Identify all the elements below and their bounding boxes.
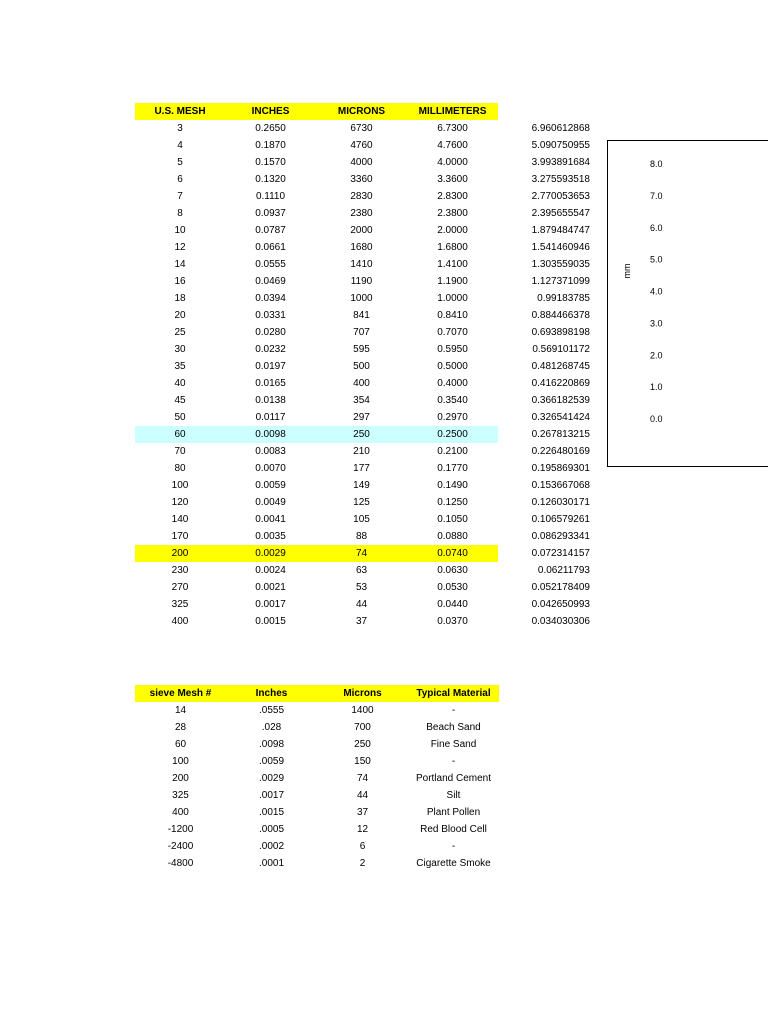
millimeters-cell: 1.1900 (437, 276, 468, 287)
millimeters-cell: 0.4000 (437, 378, 468, 389)
inches-cell: 0.0041 (255, 514, 286, 525)
y-tick-label: 7.0 (650, 190, 663, 201)
computed-mm-cell: 0.481268745 (531, 361, 590, 372)
table-row (135, 787, 499, 804)
table-row (135, 770, 499, 787)
inches-cell: 0.0035 (255, 531, 286, 542)
mesh-cell: 400 (171, 616, 189, 627)
computed-mm-cell: 0.106579261 (531, 514, 590, 525)
sieve-inches-cell: .028 (261, 722, 282, 733)
table-row (135, 460, 593, 477)
sieve-table-header-row (135, 685, 499, 702)
sieve-mesh-cell: 28 (174, 722, 187, 733)
inches-cell: 0.2650 (255, 123, 286, 134)
microns-cell: 841 (353, 310, 370, 321)
sieve-material-table (135, 685, 499, 872)
typical-material-cell: - (451, 705, 456, 716)
table-row (135, 222, 593, 239)
millimeters-cell: 2.0000 (437, 225, 468, 236)
microns-cell: 6730 (350, 123, 373, 134)
inches-cell: 0.0117 (255, 412, 286, 423)
mesh-cell: 40 (174, 378, 186, 389)
inches-cell: 0.0083 (255, 446, 286, 457)
table-row (135, 392, 593, 409)
mesh-cell: 30 (174, 344, 186, 355)
sieve-inches-cell: .0029 (258, 773, 285, 784)
y-tick-label: 4.0 (650, 286, 663, 297)
mesh-cell: 120 (171, 497, 189, 508)
millimeters-cell: 0.0530 (437, 582, 468, 593)
computed-mm-cell: 0.126030171 (531, 497, 590, 508)
typical-material-cell: Portland Cement (415, 773, 492, 784)
typical-material-cell: - (451, 756, 456, 767)
millimeters-cell: 0.1770 (437, 463, 468, 474)
header-millimeters: MILLIMETERS (407, 103, 498, 120)
microns-cell: 149 (353, 480, 370, 491)
computed-mm-cell: 1.541460946 (531, 242, 590, 253)
typical-material-cell: Plant Pollen (426, 807, 481, 818)
mesh-cell: 18 (174, 293, 186, 304)
inches-cell: 0.1570 (255, 157, 286, 168)
table-row (135, 409, 593, 426)
mesh-cell: 35 (174, 361, 186, 372)
inches-cell: 0.0070 (255, 463, 286, 474)
millimeters-cell: 6.7300 (437, 123, 468, 134)
table-row (135, 753, 499, 770)
millimeters-cell: 0.0880 (437, 531, 468, 542)
sieve-inches-cell: .0002 (258, 841, 285, 852)
inches-cell: 0.0021 (255, 582, 286, 593)
sieve-microns-cell: 6 (359, 841, 366, 852)
millimeters-cell: 0.0630 (437, 565, 468, 576)
sieve-mesh-cell: 100 (172, 756, 189, 767)
table-row (135, 613, 593, 630)
y-tick-label: 0.0 (650, 414, 663, 424)
sieve-mesh-cell: 14 (174, 705, 187, 716)
computed-mm-cell: 0.034030306 (531, 616, 590, 627)
millimeters-cell: 0.2500 (407, 426, 498, 443)
table-row (135, 736, 499, 753)
millimeters-cell: 0.7070 (437, 327, 468, 338)
millimeters-cell: 0.0370 (437, 616, 468, 627)
sieve-microns-cell: 1400 (351, 705, 374, 716)
inches-cell: 0.1320 (255, 174, 286, 185)
millimeters-cell: 4.7600 (437, 140, 468, 151)
typical-material-cell: Beach Sand (426, 722, 481, 733)
inches-cell: 0.0661 (255, 242, 286, 253)
mesh-cell: 60 (135, 426, 225, 443)
computed-mm-cell: 0.086293341 (531, 531, 590, 542)
millimeters-cell: 0.1050 (437, 514, 468, 525)
table-row (135, 702, 499, 719)
computed-mm-cell: 0.052178409 (531, 582, 590, 593)
microns-cell: 177 (353, 463, 370, 474)
mesh-cell: 6 (177, 174, 183, 185)
y-axis-label: mm (622, 263, 632, 279)
y-tick-label: 2.0 (650, 350, 663, 361)
table-row (135, 171, 593, 188)
millimeters-cell: 4.0000 (437, 157, 468, 168)
table-row (135, 511, 593, 528)
table-row (135, 443, 593, 460)
mesh-cell: 25 (174, 327, 186, 338)
millimeters-cell: 0.5000 (437, 361, 468, 372)
typical-material-cell: Fine Sand (430, 739, 477, 750)
header-sieve-inches: Inches (226, 685, 317, 702)
computed-mm-cell: 2.770053653 (531, 191, 590, 202)
computed-mm-cell: 0.226480169 (531, 446, 590, 457)
table-row (135, 205, 593, 222)
mesh-cell: 3 (177, 123, 183, 134)
microns-cell: 1190 (350, 276, 373, 287)
millimeters-cell: 0.3540 (437, 395, 468, 406)
mesh-cell: 45 (174, 395, 186, 406)
microns-cell: 74 (316, 545, 407, 562)
microns-cell: 53 (355, 582, 368, 593)
mesh-cell: 80 (174, 463, 186, 474)
table-row (135, 545, 593, 562)
microns-cell: 4000 (350, 157, 373, 168)
sieve-mesh-cell: 200 (172, 773, 189, 784)
computed-mm-cell: 5.090750955 (531, 140, 590, 151)
table-row (135, 154, 593, 171)
millimeters-cell: 0.0740 (407, 545, 498, 562)
microns-cell: 354 (353, 395, 370, 406)
inches-cell: 0.0098 (225, 426, 316, 443)
inches-cell: 0.0937 (255, 208, 286, 219)
sieve-microns-cell: 2 (359, 858, 366, 869)
microns-cell: 1410 (350, 259, 373, 270)
microns-cell: 1000 (350, 293, 373, 304)
microns-cell: 3360 (350, 174, 373, 185)
mesh-table-header-row (135, 103, 593, 120)
inches-cell: 0.0029 (225, 545, 316, 562)
microns-cell: 63 (355, 565, 368, 576)
millimeters-cell: 0.8410 (437, 310, 468, 321)
sieve-microns-cell: 150 (354, 756, 371, 767)
inches-cell: 0.0555 (255, 259, 286, 270)
mesh-cell: 20 (174, 310, 186, 321)
mesh-table-body (135, 120, 593, 630)
mesh-cell: 270 (171, 582, 189, 593)
computed-mm-cell: 1.127371099 (531, 276, 590, 287)
millimeters-cell: 2.8300 (437, 191, 468, 202)
inches-cell: 0.0049 (255, 497, 286, 508)
table-row (135, 579, 593, 596)
mesh-cell: 10 (174, 225, 186, 236)
inches-cell: 0.0059 (255, 480, 286, 491)
inches-cell: 0.0138 (255, 395, 286, 406)
microns-cell: 88 (355, 531, 368, 542)
table-row (135, 324, 593, 341)
table-row (135, 528, 593, 545)
mesh-cell: 50 (174, 412, 186, 423)
mesh-cell: 8 (177, 208, 183, 219)
inches-cell: 0.0280 (255, 327, 286, 338)
computed-mm-cell: 3.275593518 (531, 174, 590, 185)
table-row (135, 273, 593, 290)
header-inches: INCHES (225, 103, 316, 120)
inches-cell: 0.0015 (255, 616, 286, 627)
sieve-inches-cell: .0017 (258, 790, 285, 801)
inches-cell: 0.0331 (255, 310, 286, 321)
sieve-inches-cell: .0555 (258, 705, 285, 716)
inches-cell: 0.0165 (255, 378, 286, 389)
table-row (135, 494, 593, 511)
inches-cell: 0.0232 (255, 344, 286, 355)
computed-mm-cell: 3.993891684 (531, 157, 590, 168)
computed-mm-cell: 0.416220869 (531, 378, 590, 389)
mesh-cell: 140 (171, 514, 189, 525)
computed-mm-cell: 6.960612868 (531, 123, 590, 134)
microns-cell: 2830 (350, 191, 373, 202)
mesh-conversion-table (135, 103, 593, 630)
millimeters-cell: 1.0000 (437, 293, 468, 304)
mesh-cell: 200 (135, 545, 225, 562)
header-us-mesh: U.S. MESH (135, 103, 225, 120)
computed-mm-cell: 0.06211793 (537, 565, 590, 576)
sieve-mesh-cell: -2400 (167, 841, 194, 852)
table-row (135, 358, 593, 375)
microns-cell: 250 (316, 426, 407, 443)
sieve-mesh-cell: 325 (172, 790, 189, 801)
millimeters-cell: 3.3600 (437, 174, 468, 185)
millimeters-cell: 0.1250 (437, 497, 468, 508)
microns-cell: 1680 (350, 242, 373, 253)
table-row (135, 239, 593, 256)
sieve-inches-cell: .0098 (258, 739, 285, 750)
sieve-microns-cell: 74 (356, 773, 369, 784)
microns-cell: 595 (353, 344, 370, 355)
table-row (135, 477, 593, 494)
computed-mm-cell: 0.99183785 (537, 293, 590, 304)
table-row (135, 562, 593, 579)
table-row (135, 838, 499, 855)
millimeters-cell: 0.1490 (437, 480, 468, 491)
header-microns: MICRONS (316, 103, 407, 120)
computed-mm-cell: 1.303559035 (531, 259, 590, 270)
y-tick-label: 3.0 (650, 318, 663, 329)
microns-cell: 2000 (350, 225, 373, 236)
inches-cell: 0.1870 (255, 140, 286, 151)
microns-cell: 500 (353, 361, 370, 372)
sieve-microns-cell: 44 (356, 790, 369, 801)
typical-material-cell: Cigarette Smoke (416, 858, 491, 869)
computed-mm-cell: 0.569101172 (532, 344, 590, 355)
sieve-inches-cell: .0015 (258, 807, 285, 818)
table-row (135, 137, 593, 154)
mesh-cell: 14 (174, 259, 186, 270)
sieve-microns-cell: 12 (356, 824, 369, 835)
computed-mm-cell: 0.072314157 (531, 548, 590, 559)
table-row (135, 596, 593, 613)
table-row (135, 426, 593, 443)
sieve-microns-cell: 37 (356, 807, 369, 818)
table-row (135, 256, 593, 273)
table-row (135, 341, 593, 358)
typical-material-cell: Silt (446, 790, 461, 801)
table-row (135, 375, 593, 392)
millimeters-cell: 0.5950 (437, 344, 468, 355)
inches-cell: 0.1110 (255, 191, 286, 202)
typical-material-cell: - (451, 841, 456, 852)
header-sieve-microns: Microns (317, 685, 408, 702)
table-row (135, 120, 593, 137)
y-tick-label: 5.0 (650, 254, 663, 265)
microns-cell: 297 (353, 412, 370, 423)
computed-mm-cell: 0.042650993 (531, 599, 590, 610)
sieve-table-body (135, 702, 499, 872)
microns-cell: 44 (355, 599, 368, 610)
table-row (135, 719, 499, 736)
header-typical-material: Typical Material (408, 685, 499, 702)
mesh-cell: 5 (177, 157, 183, 168)
mesh-cell: 325 (171, 599, 189, 610)
mesh-cell: 230 (171, 565, 189, 576)
mesh-cell: 16 (174, 276, 186, 287)
microns-cell: 37 (355, 616, 368, 627)
mesh-cell: 12 (174, 242, 186, 253)
sieve-microns-cell: 250 (354, 739, 371, 750)
mesh-cell: 70 (174, 446, 186, 457)
y-tick-label: 1.0 (650, 382, 663, 393)
millimeters-cell: 1.4100 (437, 259, 468, 270)
mm-chart-svg (608, 141, 768, 467)
sieve-inches-cell: .0001 (258, 858, 285, 869)
inches-cell: 0.0787 (255, 225, 286, 236)
table-row (135, 821, 499, 838)
microns-cell: 707 (353, 327, 370, 338)
microns-cell: 4760 (350, 140, 373, 151)
mesh-cell: 100 (171, 480, 189, 491)
mesh-cell: 7 (177, 191, 183, 202)
sieve-microns-cell: 700 (354, 722, 371, 733)
millimeters-cell: 0.2970 (437, 412, 468, 423)
inches-cell: 0.0394 (255, 293, 286, 304)
table-row (135, 307, 593, 324)
table-row (135, 290, 593, 307)
sieve-inches-cell: .0005 (258, 824, 285, 835)
header-sieve-mesh: sieve Mesh # (135, 685, 226, 702)
table-row (135, 804, 499, 821)
millimeters-cell: 1.6800 (437, 242, 468, 253)
microns-cell: 2380 (350, 208, 373, 219)
mesh-cell: 170 (171, 531, 189, 542)
computed-mm-cell: 0.693898198 (531, 327, 590, 338)
microns-cell: 400 (353, 378, 370, 389)
computed-mm-cell: 1.879484747 (531, 225, 590, 236)
millimeters-cell: 0.2100 (437, 446, 468, 457)
millimeters-cell: 0.0440 (437, 599, 468, 610)
header-blank (498, 103, 593, 120)
computed-mm-cell: 0.153667068 (531, 480, 590, 491)
y-tick-label: 6.0 (650, 222, 663, 233)
computed-mm-cell: 0.366182539 (531, 395, 590, 406)
sieve-mesh-cell: 400 (172, 807, 189, 818)
inches-cell: 0.0469 (255, 276, 286, 287)
computed-mm-cell: 0.195869301 (531, 463, 590, 474)
typical-material-cell: Red Blood Cell (420, 824, 487, 835)
sieve-mesh-cell: 60 (174, 739, 187, 750)
sieve-mesh-cell: -1200 (167, 824, 194, 835)
microns-cell: 210 (353, 446, 370, 457)
computed-mm-cell: 2.395655547 (531, 208, 590, 219)
mesh-cell: 4 (177, 140, 183, 151)
table-row (135, 855, 499, 872)
microns-cell: 125 (353, 497, 370, 508)
mm-chart (607, 140, 768, 467)
inches-cell: 0.0197 (255, 361, 286, 372)
sieve-inches-cell: .0059 (258, 756, 285, 767)
inches-cell: 0.0017 (255, 599, 286, 610)
microns-cell: 105 (353, 514, 370, 525)
inches-cell: 0.0024 (255, 565, 286, 576)
y-tick-label: 8.0 (650, 159, 663, 169)
sieve-mesh-cell: -4800 (167, 858, 194, 869)
table-row (135, 188, 593, 205)
millimeters-cell: 2.3800 (437, 208, 468, 219)
computed-mm-cell: 0.326541424 (531, 412, 590, 423)
computed-mm-cell: 0.267813215 (531, 429, 590, 440)
computed-mm-cell: 0.884466378 (531, 310, 590, 321)
